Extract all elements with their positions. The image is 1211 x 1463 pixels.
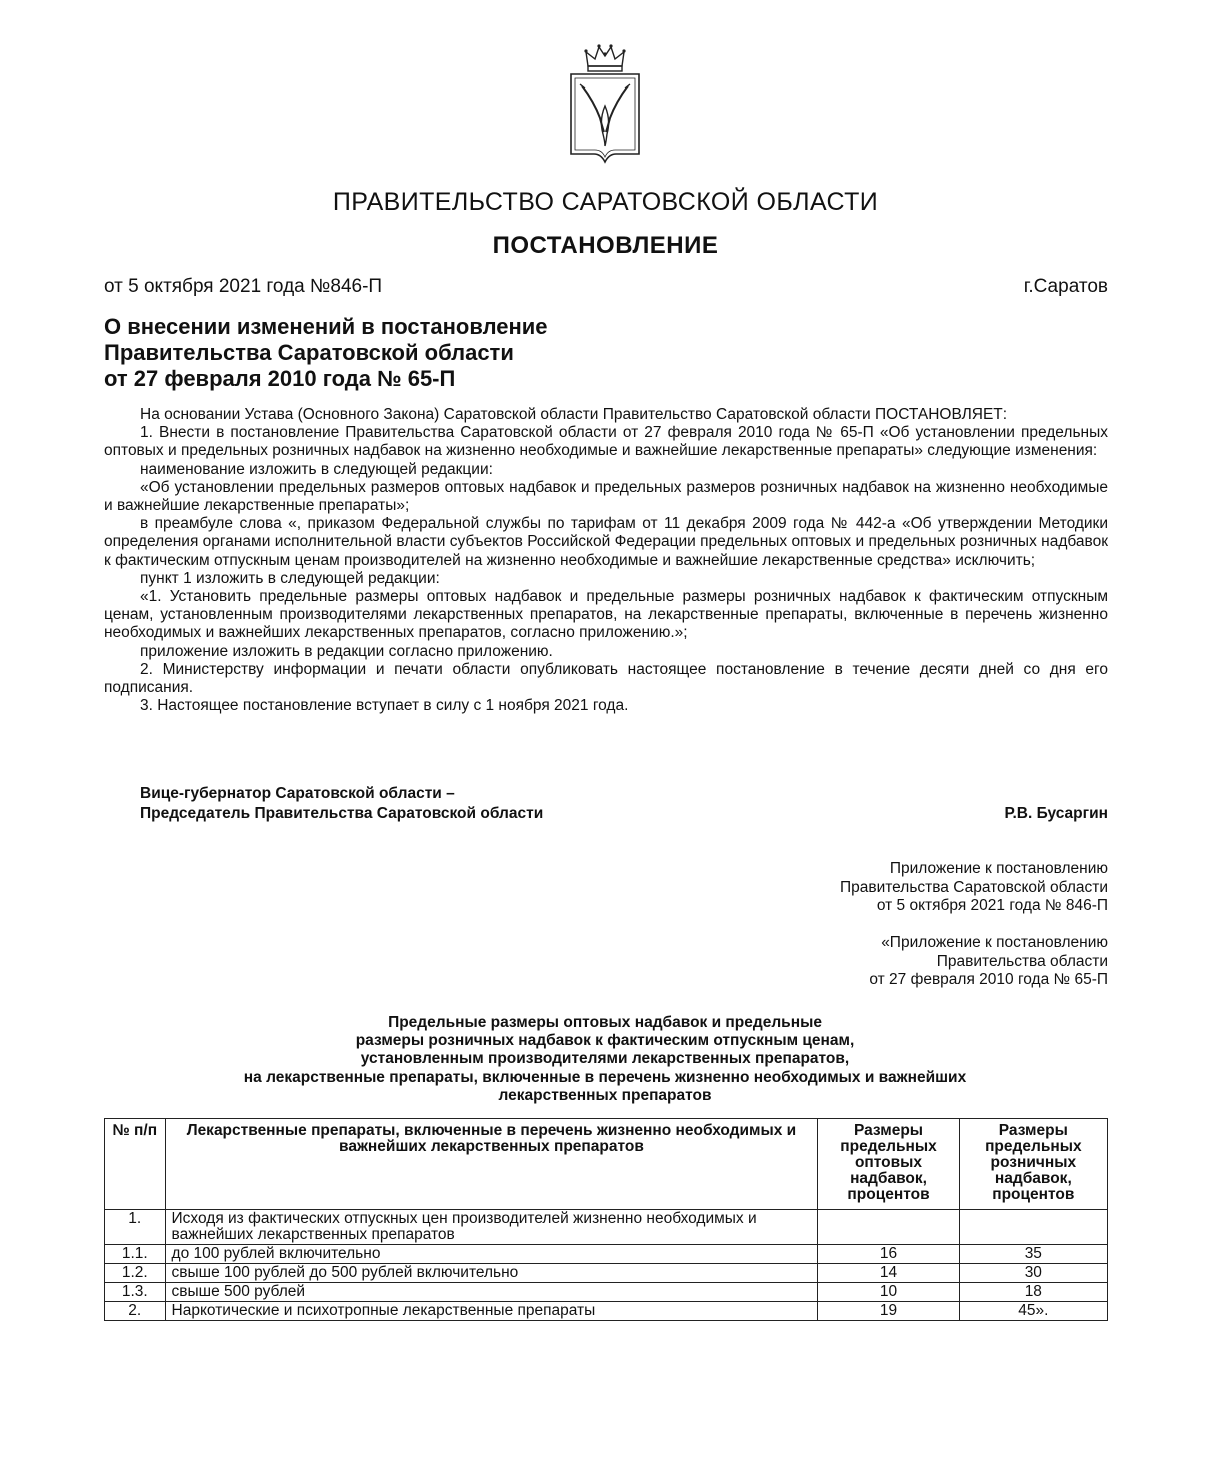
body-paragraph: в преамбуле слова «, приказом Федеральной службы по тарифам от 11 декабря 2009 года № 442-а «Об утверждении Методики определения органами исполнительной власти субъектов Российской Федерации предельных оптовых и предельных розничных надбавок к фактическим отпускным ценам производителей на жизненно необходимые и важнейшие лекарственные средства» исключить; (104, 515, 1108, 569)
city: г.Саратов (1023, 276, 1108, 297)
table-title-line: на лекарственные препараты, включенные в перечень жизненно необходимых и важнейших (243, 1068, 967, 1086)
body-paragraph: 2. Министерству информации и печати области опубликовать настоящее постановление в течение десяти дней со дня его подписания. (104, 660, 1108, 697)
appendix-line: Правительства области (936, 952, 1108, 970)
body-paragraph: «Об установлении предельных размеров оптовых надбавок и предельных размеров розничных надбавок на жизненно необходимые и важнейшие лекарственные препараты»; (104, 478, 1108, 515)
subject-line: О внесении изменений в постановление (104, 314, 548, 339)
body-paragraph: наименование изложить в следующей редакции: (140, 460, 493, 478)
header-num: № п/п (105, 1119, 166, 1210)
table-title-line: установленным производителями лекарственных препаратов, (360, 1050, 850, 1068)
body-paragraph: «1. Установить предельные размеры оптовых надбавок и предельные размеры розничных надбавок к фактическим отпускным ценам, установленным производителями лекарственных препаратов, на лекарственные препараты, включенные в перечень жизненно необходимых и важнейших лекарственных препаратов, согласно приложению.»; (104, 588, 1108, 642)
body-paragraph: 3. Настоящее постановление вступает в силу с 1 ноября 2021 года. (140, 697, 629, 715)
appendix-line: от 5 октября 2021 года № 846-П (876, 897, 1108, 914)
row-wholesale: 16 (818, 1245, 959, 1264)
table-title (150, 1014, 1060, 1105)
body-paragraph: пункт 1 изложить в следующей редакции: (140, 569, 440, 587)
row-name: свыше 100 рублей до 500 рублей включительно (165, 1264, 818, 1283)
row-retail: 35 (959, 1245, 1107, 1264)
appendix-reference (708, 860, 1108, 916)
row-name: Исходя из фактических отпускных цен производителей жизненно необходимых и важнейших лекарственных препаратов (165, 1210, 818, 1245)
signatory-position: Председатель Правительства Саратовской области (140, 805, 544, 822)
row-retail: 30 (959, 1264, 1107, 1283)
header-wholesale: Размеры предельных оптовых надбавок, процентов (818, 1119, 959, 1210)
appendix-line: «Приложение к постановлению (881, 934, 1108, 951)
document-body (104, 406, 1108, 715)
table-title-line: лекарственных препаратов (498, 1086, 712, 1104)
row-num: 1.2. (105, 1264, 166, 1283)
row-num: 1.3. (105, 1283, 166, 1302)
document-type: ПОСТАНОВЛЕНИЕ (492, 232, 719, 259)
appendix-line: от 27 февраля 2010 года № 65-П (869, 971, 1108, 988)
signature-block (140, 784, 1108, 824)
table-title-line: размеры розничных надбавок к фактическим отпускным ценам, (355, 1032, 855, 1050)
row-num: 1.1. (105, 1245, 166, 1264)
subject-line: Правительства Саратовской области (104, 340, 514, 365)
saratov-coat-of-arms-icon (566, 42, 644, 164)
table-row (105, 1283, 1108, 1302)
row-wholesale: 10 (818, 1283, 959, 1302)
row-num: 1. (105, 1210, 166, 1245)
document-subject (104, 314, 804, 392)
date-line (104, 276, 1108, 302)
original-appendix-reference (708, 934, 1108, 990)
header-retail: Размеры предельных розничных надбавок, процентов (959, 1119, 1107, 1210)
table-row (105, 1302, 1108, 1321)
row-retail (959, 1210, 1107, 1245)
row-retail: 18 (959, 1283, 1107, 1302)
table-header-row (105, 1119, 1108, 1210)
row-name: до 100 рублей включительно (165, 1245, 818, 1264)
header-drugs: Лекарственные препараты, включенные в перечень жизненно необходимых и важнейших лекарственных препаратов (165, 1119, 818, 1210)
row-retail: 45». (959, 1302, 1107, 1321)
table-title-line: Предельные размеры оптовых надбавок и предельные (388, 1014, 822, 1031)
row-num: 2. (105, 1302, 166, 1321)
subject-line: от 27 февраля 2010 года № 65-П (104, 366, 456, 391)
signatory-name: Р.В. Бусаргин (1004, 805, 1108, 822)
row-wholesale: 19 (818, 1302, 959, 1321)
table-row (105, 1245, 1108, 1264)
appendix-line: Правительства Саратовской области (839, 878, 1108, 896)
date-and-number: от 5 октября 2021 года №846-П (104, 276, 383, 297)
row-name: свыше 500 рублей (165, 1283, 818, 1302)
table-row (105, 1264, 1108, 1283)
government-title: ПРАВИТЕЛЬСТВО САРАТОВСКОЙ ОБЛАСТИ (332, 188, 879, 216)
body-paragraph: На основании Устава (Основного Закона) Саратовской области Правительство Саратовской области ПОСТАНОВЛЯЕТ: (140, 406, 1008, 423)
signatory-position: Вице-губернатор Саратовской области – (140, 785, 455, 802)
markup-table (104, 1118, 1108, 1321)
row-wholesale: 14 (818, 1264, 959, 1283)
table-row (105, 1210, 1108, 1245)
body-paragraph: 1. Внести в постановление Правительства Саратовской области от 27 февраля 2010 года № 65-П «Об установлении предельных оптовых и предельных розничных надбавок на жизненно необходимые и важнейшие лекарственные препараты» следующие изменения: (104, 424, 1108, 460)
appendix-line: Приложение к постановлению (889, 860, 1108, 877)
body-paragraph: приложение изложить в редакции согласно приложению. (140, 642, 553, 660)
row-name: Наркотические и психотропные лекарственные препараты (165, 1302, 818, 1321)
row-wholesale (818, 1210, 959, 1245)
